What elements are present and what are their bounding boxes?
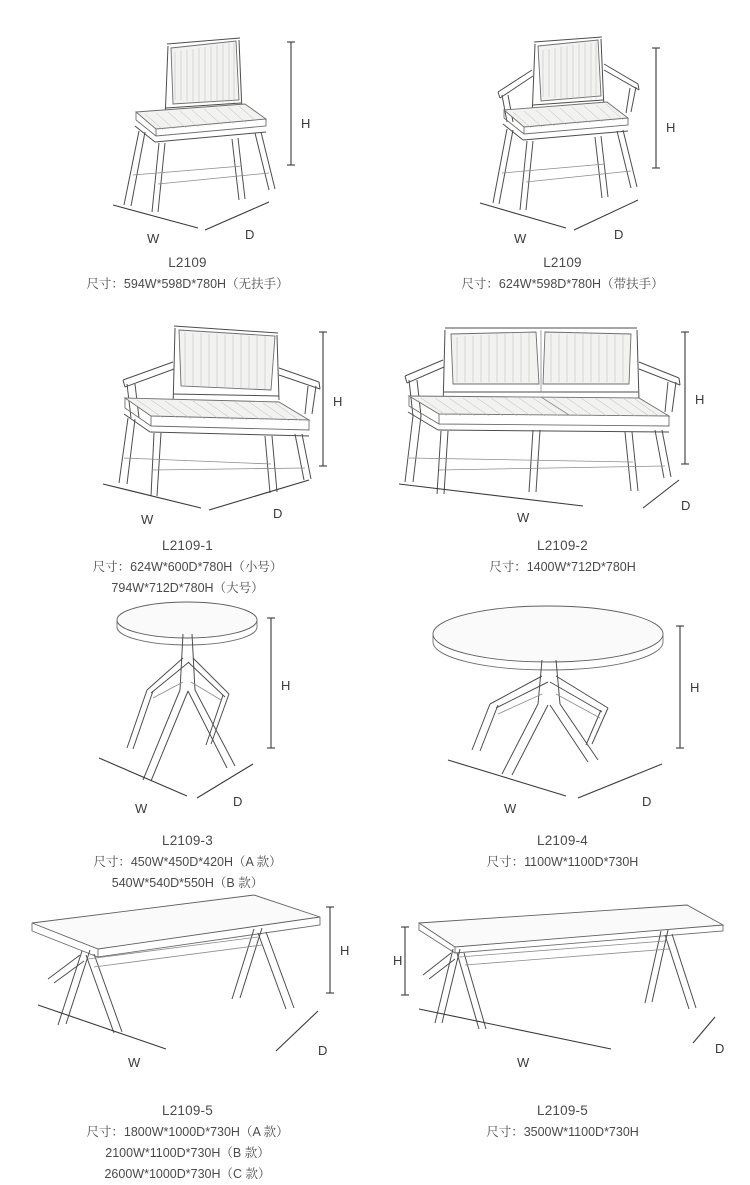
- figure-round-side-table: [8, 598, 368, 828]
- caption-1: [86, 252, 288, 295]
- axis-label-h: H: [280, 678, 290, 693]
- dimension-line-2: 794W*712D*780H（大号）: [111, 581, 264, 595]
- caption-2: [461, 252, 663, 295]
- dimension-line: 尺寸：450W*450D*420H（A 款）: [93, 855, 282, 869]
- axis-label-w: W: [134, 801, 147, 816]
- axis-label-d: D: [232, 794, 242, 809]
- product-cell-6: [375, 598, 750, 883]
- axis-label-w: W: [127, 1055, 140, 1070]
- axis-label-h: H: [339, 943, 349, 958]
- drawing-side-chair-armless: [23, 0, 353, 250]
- dimension-line-3: 2600W*1000D*730H（C 款）: [104, 1167, 271, 1181]
- axis-label-h: H: [689, 680, 699, 695]
- axis-label-d: D: [613, 227, 623, 242]
- product-cell-2: [375, 0, 750, 318]
- axis-label-h: H: [392, 953, 402, 968]
- caption-4: [489, 535, 636, 578]
- dimension-line: 尺寸：624W*598D*780H（带扶手）: [461, 277, 664, 291]
- dimension-line: 尺寸：1400W*712D*780H: [489, 560, 636, 574]
- model-label: L2109-5: [162, 1103, 213, 1118]
- axis-label-w: W: [516, 510, 529, 525]
- drawing-rect-dining-table: [18, 883, 358, 1098]
- model-label: L2109-1: [162, 538, 213, 553]
- figure-side-chair-armless: [8, 0, 368, 250]
- figure-lounge-chair: [8, 318, 368, 533]
- axis-label-w: W: [140, 512, 153, 527]
- axis-label-w: W: [503, 801, 516, 816]
- dimension-line: 尺寸：1800W*1000D*730H（A 款）: [86, 1125, 289, 1139]
- product-cell-7: [0, 883, 375, 1183]
- product-cell-1: [0, 0, 375, 318]
- figure-side-chair-with-arms: [383, 0, 743, 250]
- model-label: L2109-5: [537, 1103, 588, 1118]
- axis-label-h: H: [694, 392, 704, 407]
- dimension-line: 尺寸：3500W*1100D*730H: [486, 1125, 639, 1139]
- caption-7: [86, 1100, 288, 1185]
- drawing-round-dining-table: [398, 598, 728, 828]
- model-label: L2109-4: [537, 833, 588, 848]
- model-label: L2109-3: [162, 833, 213, 848]
- drawing-lounge-chair: [23, 318, 353, 533]
- axis-label-d: D: [244, 227, 254, 242]
- axis-label-d: D: [641, 794, 651, 809]
- figure-two-seat-sofa: [383, 318, 743, 533]
- dimension-line-2: 2100W*1100D*730H（B 款）: [105, 1146, 270, 1160]
- drawing-long-dining-table: [393, 883, 733, 1098]
- figure-long-dining-table: [383, 883, 743, 1098]
- dimension-line-2: 540W*540D*550H（B 款）: [111, 876, 264, 890]
- dimension-line: 尺寸：1100W*1100D*730H: [486, 855, 639, 869]
- dimension-line: 尺寸：624W*600D*780H（小号）: [92, 560, 283, 574]
- caption-8: [486, 1100, 639, 1143]
- axis-label-d: D: [272, 506, 282, 521]
- axis-label-h: H: [665, 120, 675, 135]
- product-cell-4: [375, 318, 750, 598]
- figure-round-dining-table: [383, 598, 743, 828]
- axis-label-h: H: [300, 116, 310, 131]
- caption-6: [487, 830, 639, 873]
- axis-label-w: W: [146, 231, 159, 246]
- axis-label-d: D: [714, 1041, 724, 1056]
- product-cell-5: [0, 598, 375, 890]
- drawing-two-seat-sofa: [393, 318, 733, 533]
- figure-rect-dining-table: [8, 883, 368, 1098]
- axis-label-d: D: [680, 498, 690, 513]
- axis-label-w: W: [513, 231, 526, 246]
- product-cell-3: [0, 318, 375, 598]
- axis-label-h: H: [332, 394, 342, 409]
- drawing-side-chair-with-arms: [398, 0, 728, 250]
- model-label: L2109: [168, 255, 207, 270]
- model-label: L2109-2: [537, 538, 588, 553]
- dimension-line: 尺寸：594W*598D*780H（无扶手）: [86, 277, 289, 291]
- model-label: L2109: [543, 255, 582, 270]
- axis-label-d: D: [317, 1043, 327, 1058]
- product-cell-8: [375, 883, 750, 1183]
- drawing-round-side-table: [23, 598, 353, 828]
- caption-3: [93, 535, 283, 599]
- axis-label-w: W: [516, 1055, 529, 1070]
